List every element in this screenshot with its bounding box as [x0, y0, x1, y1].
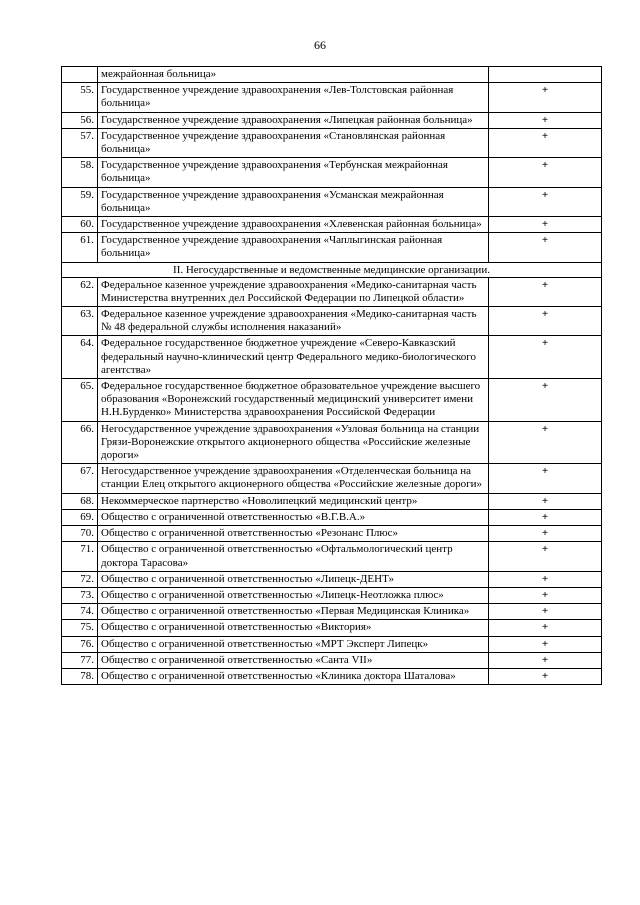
row-number: 72. — [62, 571, 98, 587]
organizations-table — [61, 66, 602, 685]
participation-mark: + — [489, 526, 602, 542]
organization-name: Общество с ограниченной ответственностью «Виктория» — [98, 620, 489, 636]
participation-mark: + — [489, 128, 602, 157]
table-row — [62, 604, 602, 620]
row-number: 68. — [62, 493, 98, 509]
organization-name: Некоммерческое партнерство «Новолипецкий медицинский центр» — [98, 493, 489, 509]
row-number: 67. — [62, 464, 98, 493]
table-row — [62, 526, 602, 542]
participation-mark: + — [489, 233, 602, 262]
participation-mark: + — [489, 620, 602, 636]
participation-mark: + — [489, 509, 602, 525]
table-row — [62, 187, 602, 216]
participation-mark: + — [489, 587, 602, 603]
organization-name: Общество с ограниченной ответственностью «Офтальмологический центр доктора Тарасова» — [98, 542, 489, 571]
row-number: 77. — [62, 652, 98, 668]
organization-name: Негосударственное учреждение здравоохранения «Отделенческая больница на станции Елец открытого акционерного общества «Российские железные дороги» — [98, 464, 489, 493]
continuation-row — [62, 67, 602, 83]
row-number: 55. — [62, 83, 98, 112]
row-number: 63. — [62, 307, 98, 336]
row-number: 58. — [62, 158, 98, 187]
organization-name: Негосударственное учреждение здравоохранения «Узловая больница на станции Грязи-Воронежские открытого акционерного общества «Российские железные дороги» — [98, 421, 489, 464]
participation-mark: + — [489, 571, 602, 587]
table-row — [62, 636, 602, 652]
row-number: 73. — [62, 587, 98, 603]
participation-mark: + — [489, 493, 602, 509]
table-row — [62, 587, 602, 603]
participation-mark: + — [489, 652, 602, 668]
organization-name: Общество с ограниченной ответственностью «Липецк-ДЕНТ» — [98, 571, 489, 587]
table-row — [62, 217, 602, 233]
table-row — [62, 307, 602, 336]
participation-mark: + — [489, 187, 602, 216]
organization-name: Федеральное государственное бюджетное образовательное учреждение высшего образования «Воронежский государственный медицинский университет имени Н.Н.Бурденко» Министерства здравоохранения Российской Федерации — [98, 379, 489, 422]
table-row — [62, 652, 602, 668]
table-row — [62, 158, 602, 187]
organization-name: Общество с ограниченной ответственностью «Клиника доктора Шаталова» — [98, 668, 489, 684]
row-number: 61. — [62, 233, 98, 262]
organizations-table-body — [62, 67, 602, 685]
organization-name: Федеральное казенное учреждение здравоохранения «Медико-санитарная часть № 48 федеральной службы исполнения наказаний» — [98, 307, 489, 336]
organization-name: Общество с ограниченной ответственностью «Резонанс Плюс» — [98, 526, 489, 542]
table-row — [62, 233, 602, 262]
row-number: 78. — [62, 668, 98, 684]
table-row — [62, 571, 602, 587]
participation-mark: + — [489, 277, 602, 306]
participation-mark: + — [489, 158, 602, 187]
participation-mark: + — [489, 464, 602, 493]
organization-name: Государственное учреждение здравоохранения «Усманская межрайонная больница» — [98, 187, 489, 216]
participation-mark: + — [489, 336, 602, 379]
table-row — [62, 128, 602, 157]
table-row — [62, 493, 602, 509]
participation-mark — [489, 67, 602, 83]
section-heading: II. Негосударственные и ведомственные медицинские организации. — [62, 262, 602, 277]
organization-name: Общество с ограниченной ответственностью «В.Г.В.А.» — [98, 509, 489, 525]
row-number: 59. — [62, 187, 98, 216]
organization-name: Общество с ограниченной ответственностью «Санта VII» — [98, 652, 489, 668]
participation-mark: + — [489, 379, 602, 422]
row-number: 64. — [62, 336, 98, 379]
row-number: 75. — [62, 620, 98, 636]
row-number: 66. — [62, 421, 98, 464]
participation-mark: + — [489, 217, 602, 233]
row-number: 60. — [62, 217, 98, 233]
table-row — [62, 509, 602, 525]
section-heading-row — [62, 262, 602, 277]
organization-name: Государственное учреждение здравоохранения «Хлевенская районная больница» — [98, 217, 489, 233]
table-row — [62, 464, 602, 493]
organization-name: Общество с ограниченной ответственностью «Липецк-Неотложка плюс» — [98, 587, 489, 603]
organization-name: Общество с ограниченной ответственностью «Первая Медицинская Клиника» — [98, 604, 489, 620]
row-number: 71. — [62, 542, 98, 571]
participation-mark: + — [489, 421, 602, 464]
table-row — [62, 421, 602, 464]
table-row — [62, 112, 602, 128]
organization-name: Общество с ограниченной ответственностью «МРТ Эксперт Липецк» — [98, 636, 489, 652]
participation-mark: + — [489, 112, 602, 128]
row-number: 69. — [62, 509, 98, 525]
row-number: 74. — [62, 604, 98, 620]
table-row — [62, 336, 602, 379]
row-number: 62. — [62, 277, 98, 306]
table-row — [62, 277, 602, 306]
table-row — [62, 379, 602, 422]
participation-mark: + — [489, 636, 602, 652]
table-row — [62, 668, 602, 684]
organization-name: Государственное учреждение здравоохранения «Лев-Толстовская районная больница» — [98, 83, 489, 112]
row-number — [62, 67, 98, 83]
participation-mark: + — [489, 83, 602, 112]
participation-mark: + — [489, 668, 602, 684]
participation-mark: + — [489, 307, 602, 336]
row-number: 76. — [62, 636, 98, 652]
table-row — [62, 542, 602, 571]
table-row — [62, 83, 602, 112]
organization-name: Федеральное казенное учреждение здравоохранения «Медико-санитарная часть Министерства внутренних дел Российской Федерации по Липецкой области» — [98, 277, 489, 306]
table-row — [62, 620, 602, 636]
organization-name: Государственное учреждение здравоохранения «Тербунская межрайонная больница» — [98, 158, 489, 187]
organization-name: Государственное учреждение здравоохранения «Чаплыгинская районная больница» — [98, 233, 489, 262]
organization-name: Государственное учреждение здравоохранения «Становлянская районная больница» — [98, 128, 489, 157]
participation-mark: + — [489, 542, 602, 571]
organization-name: Федеральное государственное бюджетное учреждение «Северо-Кавказский федеральный научно-клинический центр Федерального медико-биологического агентства» — [98, 336, 489, 379]
participation-mark: + — [489, 604, 602, 620]
organization-name: межрайонная больница» — [98, 67, 489, 83]
page-number: 66 — [314, 38, 326, 52]
row-number: 57. — [62, 128, 98, 157]
organization-name: Государственное учреждение здравоохранения «Липецкая районная больница» — [98, 112, 489, 128]
row-number: 65. — [62, 379, 98, 422]
row-number: 56. — [62, 112, 98, 128]
row-number: 70. — [62, 526, 98, 542]
